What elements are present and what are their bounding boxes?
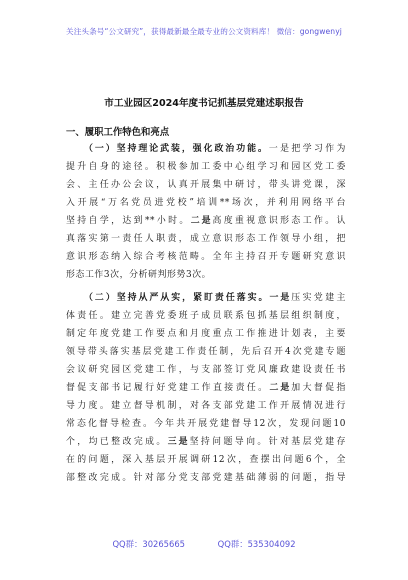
paragraph-line: （一）坚持理论武装，强化政治功能。一是把学习作为 <box>84 144 346 154</box>
qq-group-2: QQ群：535304092 <box>217 539 296 549</box>
paragraph-line: （二）坚持从严从实，紧盯责任落实。一是压实党建主 <box>84 293 347 303</box>
paragraph-line: 领导带头落实基层党建工作责任制，先后召开4次党建专题 <box>66 347 346 357</box>
paragraph-line: 个，均已整改完成。三是坚持问题导向。针对基层党建存 <box>66 437 346 447</box>
paragraph-line: 体责任。建立完善党委班子成员联系包抓基层组织制度， <box>66 311 346 321</box>
paragraph-line: 真落实第一责任人职责，成立意识形态工作领导小组，把 <box>66 234 346 244</box>
paragraph-line: 制定年度党建工作要点和月度重点工作推进计划表，主要 <box>66 329 346 339</box>
paragraph-lead: （二）坚持从严从实，紧盯责任落实。 <box>84 293 270 303</box>
paragraph-line: 常态化督导检查。今年共开展党建督导12次，发现问题10 <box>66 419 346 429</box>
paragraph-line: 入开展“万名党员进党校”培训**场次，并利用网络平台 <box>66 198 346 208</box>
paragraph-line: 形态工作3次，分析研判形势3次。 <box>66 270 212 280</box>
paragraph-line: 坚持自学，达到**小时。二是高度重视意识形态工作。认 <box>66 216 347 226</box>
footer-contact <box>0 538 408 550</box>
paragraph-line: 在的问题，深入基层开展调研12次，查摆出问题6个，全 <box>66 455 346 465</box>
paragraph-lead: （一）坚持理论武装，强化政治功能。 <box>84 144 269 154</box>
top-banner: 关注头条号“公文研究”，获得最新最全最专业的公文资料库！ 微信：gongwenyj <box>66 27 342 36</box>
paragraph-line: 提升自身的途径。积极参加工委中心组学习和园区党工委 <box>66 162 346 172</box>
section-heading: 一、履职工作特色和亮点 <box>66 127 170 138</box>
paragraph-line: 会议研究园区党建工作，与支部签订党风廉政建设责任书 <box>66 365 346 375</box>
page-title: 市工业园区2024年度书记抓基层党建述职报告 <box>104 98 304 109</box>
paragraph-line: 会、主任办公会议，认真开展集中研讨，带头讲党课，深 <box>66 180 346 190</box>
paragraph-line: 部整改完成。针对部分党支部党建基础薄弱的问题，指导 <box>66 473 346 483</box>
paragraph-line: 导力度。建立督导机制，对各支部党建工作开展情况进行 <box>66 401 346 411</box>
paragraph-line: 意识形态纳入综合考核范畴。全年主持召开专题研究意识 <box>66 252 346 262</box>
paragraph-1 <box>66 140 346 284</box>
qq-group-1: QQ群：30265665 <box>112 539 185 549</box>
paragraph-2 <box>66 289 346 487</box>
paragraph-line: 督促支部书记履行好党建工作直接责任。二是加大督促指 <box>66 383 346 393</box>
